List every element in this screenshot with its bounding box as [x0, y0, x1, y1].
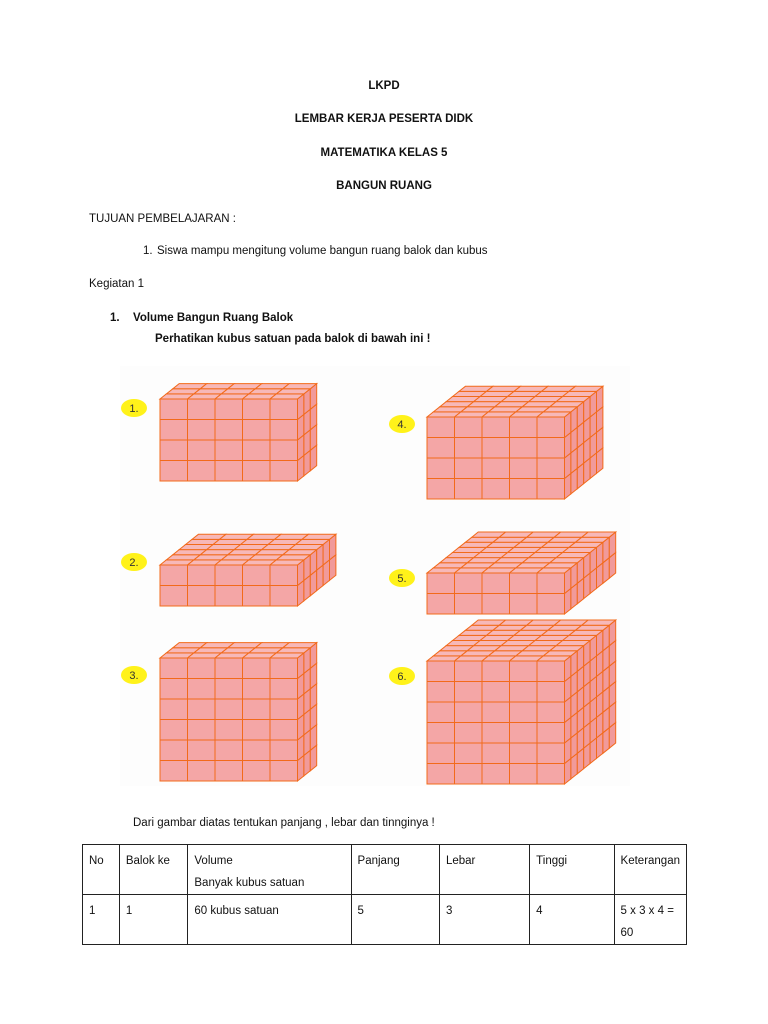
- table-header-row: [83, 845, 687, 895]
- front-cube-face: [482, 573, 510, 594]
- front-cube-face: [188, 761, 216, 782]
- front-cube-face: [427, 764, 455, 785]
- front-cube-face: [215, 399, 243, 420]
- front-cube-face: [455, 417, 483, 438]
- activity-label: Kegiatan 1: [89, 278, 144, 290]
- front-cube-face: [188, 740, 216, 761]
- top-cube-face: [575, 537, 609, 542]
- front-cube-face: [160, 565, 188, 586]
- front-cube-face: [215, 699, 243, 720]
- front-cube-face: [510, 682, 538, 703]
- cuboid-figure: [120, 366, 630, 786]
- top-cube-face: [270, 560, 304, 565]
- front-cube-face: [243, 761, 271, 782]
- top-cube-face: [270, 653, 304, 658]
- front-cube-face: [427, 438, 455, 459]
- front-cube-face: [482, 479, 510, 500]
- front-cube-face: [510, 743, 538, 764]
- header-volume-label: Volume: [194, 855, 233, 867]
- cell-panjang: 5: [351, 895, 439, 945]
- top-cube-face: [537, 568, 571, 573]
- header-keterangan: Keterangan: [614, 845, 686, 895]
- front-cube-face: [510, 764, 538, 785]
- front-cube-face: [537, 682, 565, 703]
- top-cube-face: [302, 534, 336, 539]
- front-cube-face: [215, 461, 243, 482]
- front-cube-face: [537, 764, 565, 785]
- front-cube-face: [537, 743, 565, 764]
- front-cube-face: [510, 723, 538, 744]
- front-cube-face: [188, 461, 216, 482]
- front-cube-face: [427, 661, 455, 682]
- header-balok: Balok ke: [119, 845, 188, 895]
- cuboid-5: [427, 532, 616, 614]
- front-cube-face: [188, 720, 216, 741]
- front-cube-face: [455, 743, 483, 764]
- cell-keterangan: [614, 895, 686, 945]
- front-cube-face: [270, 720, 298, 741]
- front-cube-face: [455, 682, 483, 703]
- top-cube-face: [276, 555, 310, 560]
- front-cube-face: [270, 679, 298, 700]
- front-cube-face: [455, 723, 483, 744]
- front-cube-face: [160, 720, 188, 741]
- top-cube-face: [582, 620, 616, 625]
- front-cube-face: [455, 661, 483, 682]
- front-cube-face: [243, 679, 271, 700]
- keterangan-line2: 60: [620, 927, 634, 939]
- top-cube-face: [550, 646, 584, 651]
- cell-volume: 60 kubus satuan: [188, 895, 351, 945]
- front-cube-face: [537, 458, 565, 479]
- front-cube-face: [270, 658, 298, 679]
- header-lebar: Lebar: [439, 845, 529, 895]
- front-cube-face: [510, 594, 538, 615]
- front-cube-face: [427, 573, 455, 594]
- front-cube-face: [270, 440, 298, 461]
- instruction-text: Perhatikan kubus satuan pada balok di bawah ini !: [155, 333, 431, 345]
- front-cube-face: [215, 658, 243, 679]
- front-cube-face: [270, 761, 298, 782]
- top-cube-face: [569, 386, 603, 391]
- front-cube-face: [537, 594, 565, 615]
- front-cube-face: [455, 479, 483, 500]
- front-cube-face: [482, 661, 510, 682]
- top-cube-face: [537, 412, 571, 417]
- front-cube-face: [510, 417, 538, 438]
- front-cube-face: [188, 399, 216, 420]
- front-cube-face: [243, 720, 271, 741]
- top-cube-face: [289, 545, 323, 550]
- top-cube-face: [563, 547, 597, 552]
- top-cube-face: [575, 625, 609, 630]
- front-cube-face: [510, 661, 538, 682]
- front-cube-face: [537, 479, 565, 500]
- cuboid-illustration: [120, 366, 630, 786]
- front-cube-face: [455, 594, 483, 615]
- top-cube-face: [550, 558, 584, 563]
- front-cube-face: [482, 458, 510, 479]
- top-cube-face: [556, 641, 590, 646]
- front-cube-face: [160, 399, 188, 420]
- front-cube-face: [160, 658, 188, 679]
- front-cube-face: [510, 479, 538, 500]
- block-label-4: [389, 415, 415, 433]
- front-cube-face: [160, 679, 188, 700]
- cell-no: 1: [83, 895, 120, 945]
- cell-lebar: 3: [439, 895, 529, 945]
- doc-title: LKPD: [368, 80, 400, 92]
- cuboid-2: [160, 534, 336, 606]
- front-cube-face: [188, 440, 216, 461]
- cuboid-6: [427, 620, 616, 784]
- front-cube-face: [243, 740, 271, 761]
- header-no: No: [83, 845, 120, 895]
- front-cube-face: [215, 420, 243, 441]
- front-cube-face: [270, 565, 298, 586]
- cuboid-3: [160, 643, 317, 781]
- header-panjang: Panjang: [351, 845, 439, 895]
- label-text: 2.: [129, 557, 139, 569]
- label-text: 3.: [129, 670, 139, 682]
- front-cube-face: [188, 565, 216, 586]
- front-cube-face: [510, 573, 538, 594]
- objective-text: Siswa mampu mengitung volume bangun ruang balok dan kubus: [157, 245, 488, 257]
- front-cube-face: [482, 594, 510, 615]
- doc-subject: MATEMATIKA KELAS 5: [320, 147, 448, 159]
- front-cube-face: [537, 661, 565, 682]
- front-cube-face: [215, 679, 243, 700]
- front-cube-face: [188, 699, 216, 720]
- front-cube-face: [215, 565, 243, 586]
- front-cube-face: [215, 761, 243, 782]
- objectives-heading: TUJUAN PEMBELAJARAN :: [89, 213, 236, 225]
- block-label-3: [121, 666, 147, 684]
- top-cube-face: [276, 648, 310, 653]
- front-cube-face: [160, 420, 188, 441]
- answer-table: [82, 844, 687, 945]
- front-cube-face: [455, 458, 483, 479]
- front-cube-face: [160, 461, 188, 482]
- top-cube-face: [537, 656, 571, 661]
- front-cube-face: [510, 458, 538, 479]
- cell-tinggi: 4: [530, 895, 614, 945]
- doc-subtitle: LEMBAR KERJA PESERTA DIDK: [294, 113, 474, 125]
- front-cube-face: [243, 461, 271, 482]
- front-cube-face: [270, 461, 298, 482]
- top-cube-face: [276, 389, 310, 394]
- front-cube-face: [427, 417, 455, 438]
- cuboid-4: [427, 386, 603, 499]
- front-cube-face: [510, 438, 538, 459]
- front-cube-face: [537, 723, 565, 744]
- top-cube-face: [296, 539, 330, 544]
- header-volume-subheader: Banyak kubus satuan: [194, 877, 305, 889]
- front-cube-face: [537, 702, 565, 723]
- table-row: [83, 895, 687, 945]
- front-cube-face: [427, 702, 455, 723]
- front-cube-face: [160, 740, 188, 761]
- top-cube-face: [543, 563, 577, 568]
- front-cube-face: [482, 723, 510, 744]
- front-cube-face: [215, 720, 243, 741]
- front-cube-face: [427, 743, 455, 764]
- front-cube-face: [537, 417, 565, 438]
- front-cube-face: [510, 702, 538, 723]
- top-cube-face: [569, 630, 603, 635]
- front-cube-face: [482, 682, 510, 703]
- front-cube-face: [243, 399, 271, 420]
- block-label-5: [389, 569, 415, 587]
- doc-topic: BANGUN RUANG: [336, 180, 432, 192]
- front-cube-face: [455, 438, 483, 459]
- top-cube-face: [582, 532, 616, 537]
- front-cube-face: [455, 764, 483, 785]
- question-text: Dari gambar diatas tentukan panjang , lebar dan tinnginya !: [133, 817, 435, 829]
- front-cube-face: [270, 420, 298, 441]
- top-cube-face: [563, 635, 597, 640]
- front-cube-face: [160, 761, 188, 782]
- top-cube-face: [556, 553, 590, 558]
- header-volume: [188, 845, 351, 895]
- block-label-1: [121, 399, 147, 417]
- front-cube-face: [482, 417, 510, 438]
- section-number: 1.: [110, 312, 120, 324]
- front-cube-face: [243, 586, 271, 607]
- front-cube-face: [160, 699, 188, 720]
- front-cube-face: [537, 573, 565, 594]
- front-cube-face: [243, 565, 271, 586]
- front-cube-face: [188, 679, 216, 700]
- front-cube-face: [427, 682, 455, 703]
- front-cube-face: [243, 699, 271, 720]
- front-cube-face: [270, 586, 298, 607]
- block-label-6: [389, 667, 415, 685]
- front-cube-face: [215, 740, 243, 761]
- top-cube-face: [543, 651, 577, 656]
- front-cube-face: [455, 573, 483, 594]
- cuboid-1: [160, 384, 317, 481]
- block-label-2: [121, 553, 147, 571]
- front-cube-face: [160, 440, 188, 461]
- front-cube-face: [482, 702, 510, 723]
- front-cube-face: [270, 399, 298, 420]
- front-cube-face: [188, 586, 216, 607]
- front-cube-face: [482, 743, 510, 764]
- front-cube-face: [455, 702, 483, 723]
- front-cube-face: [427, 723, 455, 744]
- front-cube-face: [243, 658, 271, 679]
- label-text: 1.: [129, 403, 139, 415]
- top-cube-face: [543, 407, 577, 412]
- front-cube-face: [482, 764, 510, 785]
- front-cube-face: [160, 586, 188, 607]
- front-cube-face: [188, 420, 216, 441]
- front-cube-face: [427, 458, 455, 479]
- section-title: Volume Bangun Ruang Balok: [133, 312, 294, 324]
- front-cube-face: [270, 740, 298, 761]
- front-cube-face: [215, 440, 243, 461]
- front-cube-face: [243, 420, 271, 441]
- top-cube-face: [283, 384, 317, 389]
- top-cube-face: [550, 402, 584, 407]
- top-cube-face: [569, 542, 603, 547]
- front-cube-face: [270, 699, 298, 720]
- front-cube-face: [215, 586, 243, 607]
- label-text: 6.: [397, 671, 407, 683]
- top-cube-face: [556, 397, 590, 402]
- top-cube-face: [270, 394, 304, 399]
- front-cube-face: [243, 440, 271, 461]
- keterangan-line1: 5 x 3 x 4 =: [620, 905, 674, 917]
- label-text: 5.: [397, 573, 407, 585]
- top-cube-face: [283, 643, 317, 648]
- top-cube-face: [563, 391, 597, 396]
- header-tinggi: Tinggi: [530, 845, 614, 895]
- label-text: 4.: [397, 419, 407, 431]
- front-cube-face: [188, 658, 216, 679]
- front-cube-face: [537, 438, 565, 459]
- front-cube-face: [427, 594, 455, 615]
- objective-number: 1.: [143, 245, 153, 257]
- front-cube-face: [427, 479, 455, 500]
- cell-balok: 1: [119, 895, 188, 945]
- front-cube-face: [482, 438, 510, 459]
- top-cube-face: [283, 550, 317, 555]
